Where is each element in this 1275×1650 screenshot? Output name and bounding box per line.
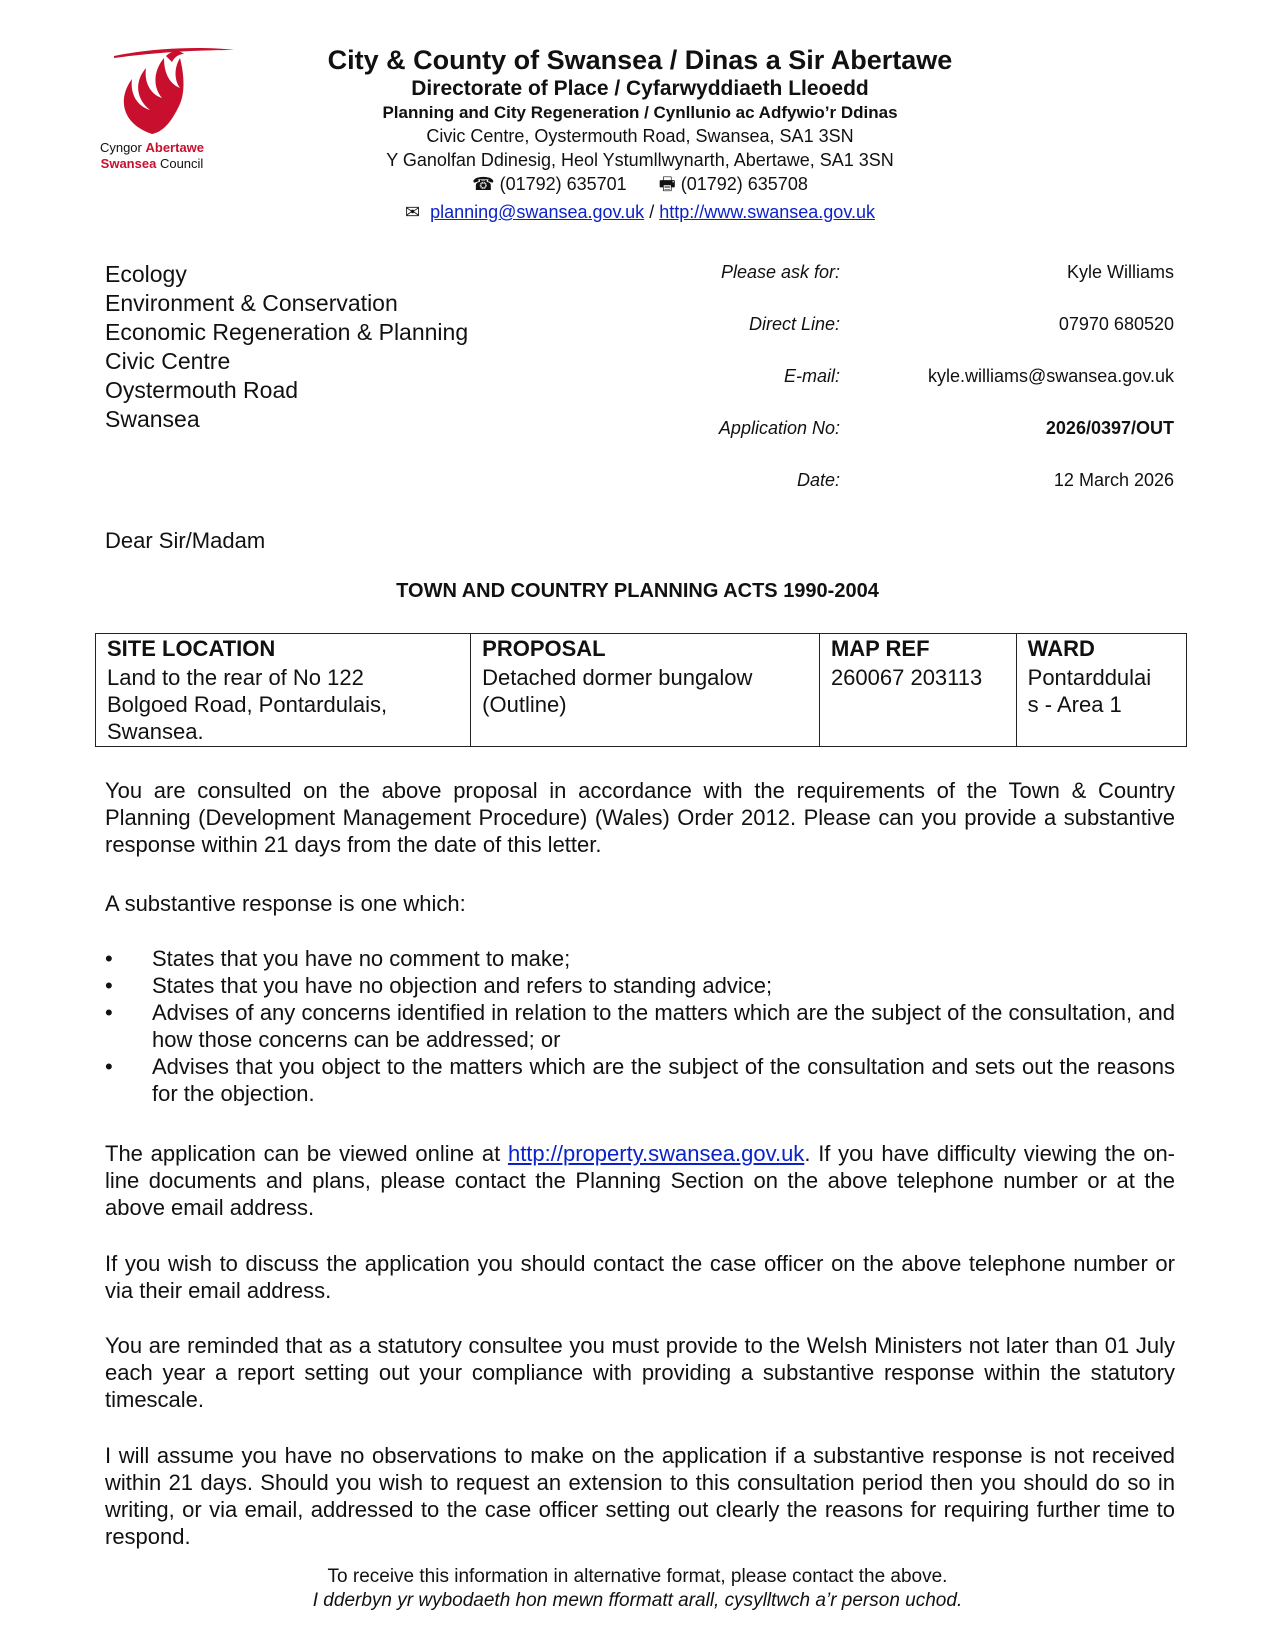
cell-ward: Pontarddulai s - Area 1: [1016, 663, 1186, 747]
application-table: [95, 633, 1187, 747]
table-header-row: [96, 634, 1187, 664]
council-website-link[interactable]: http://www.swansea.gov.uk: [659, 202, 875, 222]
ref-row-application-no: Application No: 2026/0397/OUT: [718, 418, 1174, 438]
council-logo: [84, 44, 220, 194]
separator: /: [649, 202, 655, 222]
council-title: City & County of Swansea / Dinas a Sir Abertawe: [327, 45, 953, 75]
address-line: Economic Regeneration & Planning: [105, 319, 469, 345]
footer-welsh: I dderbyn yr wybodaeth hon mewn fformatt arall, cysylltwch a’r person uchod.: [312, 1590, 963, 1611]
address-welsh: Y Ganolfan Ddinesig, Heol Ystumllwynarth, Abertawe, SA1 3SN: [386, 150, 894, 170]
cell-site-location: Land to the rear of No 122 Bolgoed Road, Pontardulais, Swansea.: [96, 663, 471, 747]
directorate: Directorate of Place / Cyfarwyddiaeth Lleoedd: [411, 77, 869, 100]
phone-number: (01792) 635701: [499, 174, 627, 194]
header-proposal: PROPOSAL: [471, 634, 820, 664]
ref-row-direct-line: Direct Line: 07970 680520: [748, 314, 1174, 334]
list-item: • Advises of any concerns identified in relation to the matters which are the subject of the consultation, and how those concerns can be addressed; or: [105, 999, 1175, 1053]
paragraph-assumption: I will assume you have no observations to make on the application if a substantive response is not received within 21 days. Should you wish to request an extension to this consultation period then you should do so in writing, or via email, addressed to the case officer setting out clearly the reasons for requiring further time to respond.: [105, 1443, 1175, 1549]
acts-title: TOWN AND COUNTRY PLANNING ACTS 1990-2004: [396, 580, 879, 602]
logo-swoosh: [112, 44, 236, 60]
phone-fax-line: [260, 172, 1020, 196]
address-english: Civic Centre, Oystermouth Road, Swansea, SA1 3SN: [426, 126, 854, 146]
substantive-response-list: [105, 945, 1175, 1107]
recipient-address: [105, 260, 468, 434]
paragraph-view-online: The application can be viewed online at http://property.swansea.gov.uk. If you have difficulty viewing the on-line documents and plans, please contact the Planning Section on the above telephone number or at the above email address.: [105, 1141, 1176, 1220]
salutation: Dear Sir/Madam: [105, 528, 266, 553]
header-ward: WARD: [1016, 634, 1186, 664]
header-map-ref: MAP REF: [819, 634, 1016, 664]
footer: [0, 1565, 1275, 1613]
header-site-location: SITE LOCATION: [96, 634, 471, 664]
footer-english: To receive this information in alternative format, please contact the above.: [327, 1566, 948, 1587]
address-line: Ecology: [105, 261, 187, 287]
fax-icon: 🖶: [658, 174, 676, 194]
department: Planning and City Regeneration / Cynllunio ac Adfywio’r Ddinas: [382, 103, 898, 122]
paragraph-substantive-intro: A substantive response is one which:: [105, 891, 466, 916]
table-row: [96, 663, 1187, 747]
ref-row-date: Date: 12 March 2026: [796, 470, 1174, 490]
ref-row-email: E-mail: kyle.williams@swansea.gov.uk: [783, 366, 1174, 386]
address-line: Oystermouth Road: [105, 377, 299, 403]
ref-row-contact: Please ask for: Kyle Williams: [720, 262, 1174, 282]
telephone-icon: ☎: [472, 174, 495, 194]
list-item: • Advises that you object to the matters which are the subject of the consultation and sets out the reasons for the objection.: [105, 1053, 1175, 1107]
cell-proposal: Detached dormer bungalow (Outline): [471, 663, 820, 747]
letterhead: [260, 44, 1020, 224]
logo-text: Cyngor Abertawe Swansea Council: [99, 140, 205, 171]
property-site-link[interactable]: http://property.swansea.gov.uk: [507, 1141, 805, 1166]
cell-map-ref: 260067 203113: [819, 663, 1016, 747]
email-web-line: [260, 200, 1020, 224]
list-item: • States that you have no comment to make;: [105, 945, 1175, 972]
envelope-icon: ✉: [404, 202, 421, 222]
address-line: Civic Centre: [105, 348, 231, 374]
address-line: Swansea: [105, 406, 200, 432]
planning-email-link[interactable]: planning@swansea.gov.uk: [430, 202, 645, 222]
list-item: • States that you have no objection and refers to standing advice;: [105, 972, 1175, 999]
fax-number: (01792) 635708: [680, 174, 808, 194]
paragraph-consultation: You are consulted on the above proposal in accordance with the requirements of the Town & Country Planning (Development Management Procedure) (Wales) Order 2012. Please can you provide a substantive response within 21 days from the date of this letter.: [105, 778, 1175, 857]
paragraph-reminder: You are reminded that as a statutory consultee you must provide to the Welsh Ministers not later than 01 July each year a report setting out your compliance with providing a substantive response within the statutory timescale.: [105, 1333, 1175, 1412]
address-line: Environment & Conservation: [105, 290, 398, 316]
paragraph-discuss: If you wish to discuss the application you should contact the case officer on the above telephone number or via their email address.: [105, 1251, 1175, 1303]
reference-block: [620, 262, 1174, 522]
